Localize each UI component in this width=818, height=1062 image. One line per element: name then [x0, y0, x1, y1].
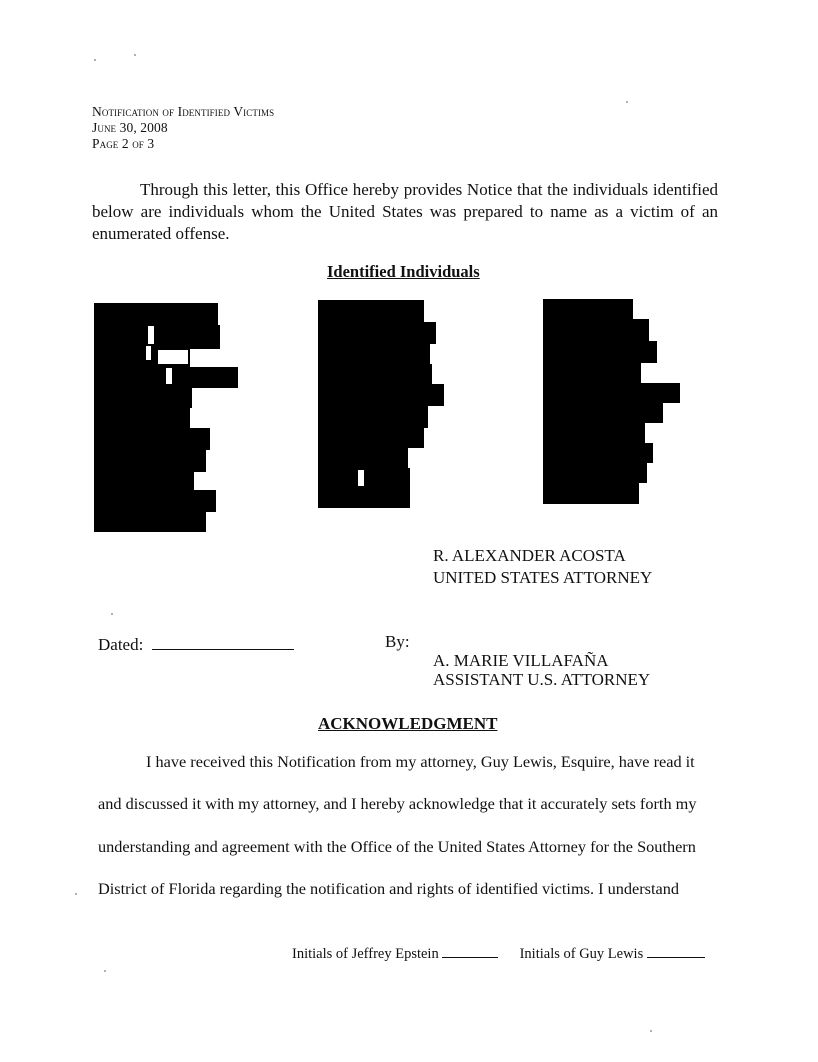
initials-lewis-label: Initials of Guy Lewis — [519, 946, 644, 962]
scan-speck — [75, 893, 77, 895]
intro-text: Through this letter, this Office hereby provides Notice that the individuals identified below are individuals whom the United States was prepared to name as a victim of an enumerated offense. — [92, 180, 718, 243]
scan-speck — [626, 101, 628, 103]
signer-title: ASSISTANT U.S. ATTORNEY — [433, 670, 651, 689]
initials-epstein-blank — [442, 957, 498, 958]
scan-speck — [104, 970, 106, 972]
header-title: Notification of Identified Victims — [92, 104, 275, 119]
ack-line-3: understanding and agreement with the Office of the United States Attorney for the Southern — [98, 837, 696, 856]
scan-speck — [134, 54, 136, 56]
initials-line — [292, 946, 705, 963]
dated-line — [98, 635, 294, 655]
by-label: By: — [385, 632, 410, 651]
initials-lewis-blank — [647, 957, 705, 958]
us-attorney-title: UNITED STATES ATTORNEY — [433, 568, 653, 587]
us-attorney-name: R. ALEXANDER ACOSTA — [433, 546, 626, 565]
scan-speck — [650, 1030, 652, 1032]
ack-line-2: and discussed it with my attorney, and I hereby acknowledge that it accurately sets forth my — [98, 794, 697, 813]
dated-blank — [152, 649, 294, 650]
acknowledgment-title: ACKNOWLEDGMENT — [318, 714, 498, 733]
initials-epstein-label: Initials of Jeffrey Epstein — [292, 946, 439, 962]
signer-name: A. MARIE VILLAFAÑA — [433, 651, 609, 670]
ack-line-1: I have received this Notification from my attorney, Guy Lewis, Esquire, have read it — [146, 752, 695, 771]
section-title: Identified Individuals — [327, 262, 480, 281]
ack-line-4: District of Florida regarding the notification and rights of identified victims. I understand — [98, 879, 680, 898]
dated-label: Dated: — [98, 635, 144, 654]
intro-paragraph — [92, 179, 718, 245]
header-date: June 30, 2008 — [92, 120, 168, 135]
scan-speck — [111, 613, 113, 615]
header-page: Page 2 of 3 — [92, 136, 155, 151]
scan-speck — [94, 59, 96, 61]
